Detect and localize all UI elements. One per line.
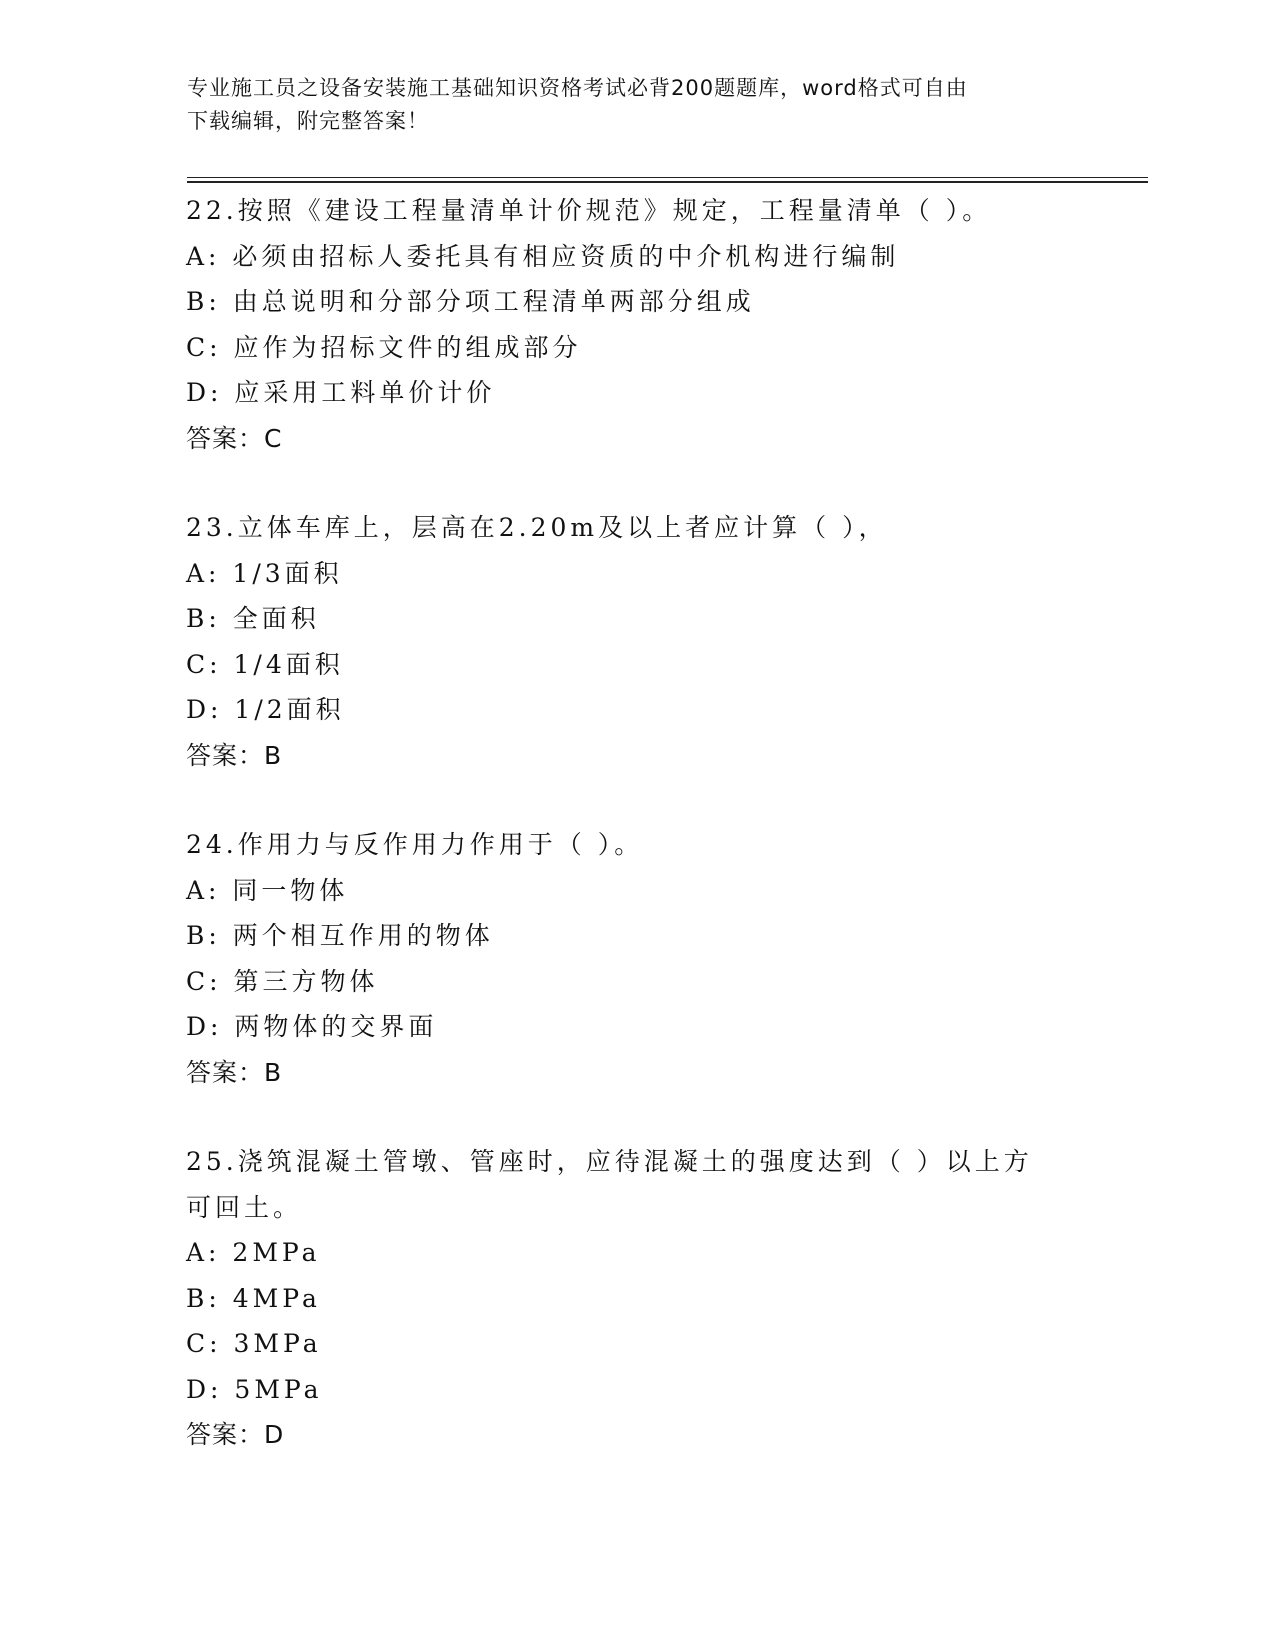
option-a: A: 同一物体 — [186, 875, 349, 905]
option-d: D: 应采用工料单价计价 — [186, 378, 496, 407]
option-c: C: 第三方物体 — [186, 966, 379, 996]
answer-value: C — [264, 423, 283, 453]
option-b: B: 4MPa — [186, 1283, 321, 1313]
document-header — [187, 72, 1087, 138]
option-b: B: 由总说明和分部分项工程清单两部分组成 — [186, 287, 755, 316]
question-25 — [186, 1139, 1146, 1458]
answer-value: B — [264, 740, 283, 770]
divider-thick — [187, 181, 1148, 183]
header-line-1: 专业施工员之设备安装施工基础知识资格考试必背200题题库，word格式可自由 — [187, 76, 968, 100]
answer-label: 答案： — [186, 1057, 265, 1087]
question-stem: 24.作用力与反作用力作用于（ ）。 — [186, 830, 644, 859]
question-stem: 22.按照《建设工程量清单计价规范》规定，工程量清单（ ）。 — [186, 196, 992, 225]
answer-line — [186, 416, 1146, 462]
option-d: D: 1/2面积 — [186, 695, 345, 724]
question-stem: 25.浇筑混凝土管墩、管座时，应待混凝土的强度达到（ ）以上方可回土。 — [186, 1147, 1033, 1222]
question-23 — [186, 505, 1146, 778]
answer-label: 答案： — [186, 1420, 265, 1449]
answer-label: 答案： — [186, 423, 265, 453]
divider-thin — [187, 177, 1148, 178]
question-list — [186, 188, 1146, 1502]
answer-line — [186, 1412, 1146, 1458]
option-c: C: 应作为招标文件的组成部分 — [186, 332, 582, 362]
answer-value: B — [264, 1057, 283, 1087]
option-d: D: 两物体的交界面 — [186, 1012, 438, 1041]
option-a: A: 2MPa — [186, 1238, 321, 1267]
answer-label: 答案： — [186, 740, 265, 770]
option-b: B: 全面积 — [186, 604, 320, 633]
answer-value: D — [264, 1420, 285, 1449]
question-22 — [186, 188, 1146, 461]
option-c: C: 1/4面积 — [186, 649, 344, 679]
answer-line — [186, 733, 1146, 779]
option-a: A: 1/3面积 — [186, 558, 343, 588]
option-d: D: 5MPa — [186, 1374, 323, 1404]
option-a: A: 必须由招标人委托具有相应资质的中介机构进行编制 — [186, 241, 900, 271]
answer-line — [186, 1050, 1146, 1096]
question-24 — [186, 822, 1146, 1095]
option-c: C: 3MPa — [186, 1329, 322, 1358]
option-b: B: 两个相互作用的物体 — [186, 921, 494, 950]
question-stem: 23.立体车库上，层高在2.20m及以上者应计算（ ）， — [186, 513, 888, 542]
header-divider — [187, 177, 1148, 183]
header-line-2: 下载编辑，附完整答案！ — [187, 109, 429, 133]
